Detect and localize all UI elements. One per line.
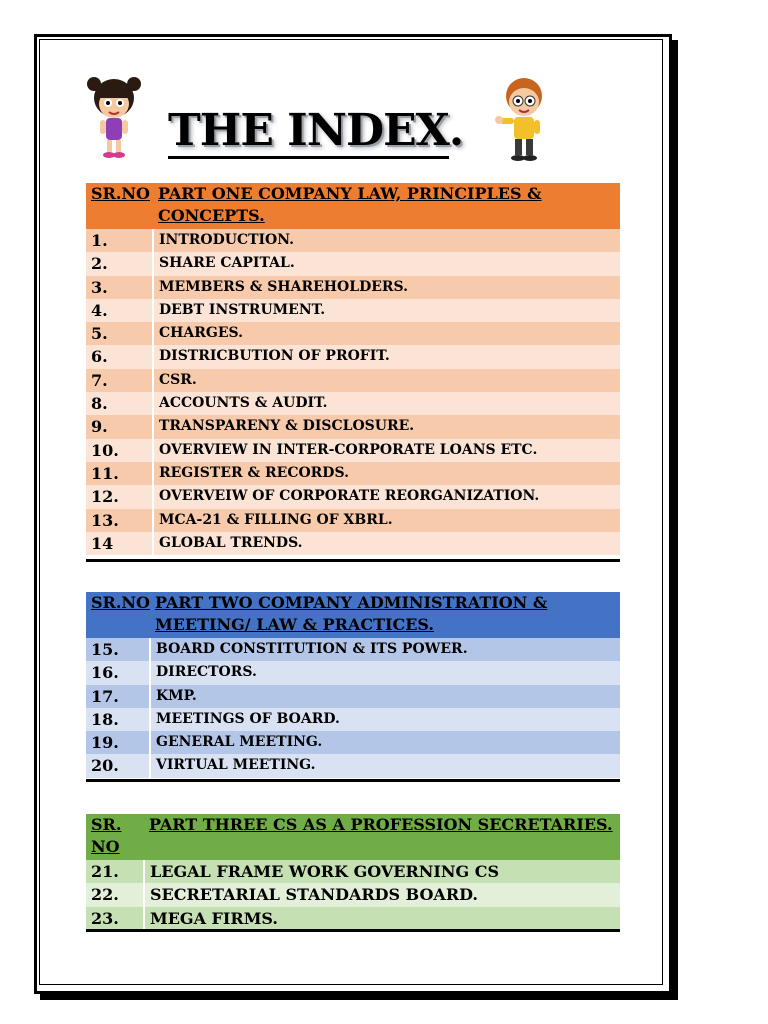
index-row [86,392,620,415]
index-row [86,439,620,462]
index-row-number: 11. [86,462,153,485]
index-row-label: SECRETARIAL STANDARDS BOARD. [144,883,620,906]
index-row-number: 6. [86,345,153,368]
part-two-header-no: SR.NO [86,592,150,638]
part-three-header [86,814,620,860]
index-row [86,907,620,930]
index-row-label: LEGAL FRAME WORK GOVERNING CS [144,860,620,883]
index-row [86,860,620,883]
index-row [86,685,620,708]
index-row-number: 23. [86,907,144,930]
index-title: THE INDEX. [168,100,468,162]
index-row-number: 8. [86,392,153,415]
index-row-label: MCA-21 & FILLING OF XBRL. [153,509,620,532]
index-row [86,485,620,508]
index-row [86,462,620,485]
part-three-bottom-rule [86,929,620,932]
index-row-number: 12. [86,485,153,508]
cartoon-boy-illustration [492,72,554,166]
index-row-number: 21. [86,860,144,883]
cartoon-girl-illustration [84,72,144,162]
index-row [86,252,620,275]
index-row-number: 5. [86,322,153,345]
index-row-number: 9. [86,415,153,438]
index-row [86,731,620,754]
index-row-number: 16. [86,661,150,684]
index-title-text: THE INDEX [168,105,449,159]
index-row [86,415,620,438]
index-row-label: MEGA FIRMS. [144,907,620,930]
index-row-number: 13. [86,509,153,532]
index-row [86,299,620,322]
index-row-number: 10. [86,439,153,462]
index-row-label: CSR. [153,369,620,392]
index-row-number: 1. [86,229,153,252]
index-row-label: OVERVEIW OF CORPORATE REORGANIZATION. [153,485,620,508]
part-three-header-no: SR. NO [86,814,144,860]
part-two-bottom-rule [86,779,620,782]
index-row-label: REGISTER & RECORDS. [153,462,620,485]
index-row-label: GLOBAL TRENDS. [153,532,620,555]
part-two-table [86,592,620,778]
index-row-label: DIRECTORS. [150,661,620,684]
index-row-number: 17. [86,685,150,708]
index-row-number: 3. [86,276,153,299]
index-row-label: KMP. [150,685,620,708]
index-row-number: 19. [86,731,150,754]
index-row-label: MEMBERS & SHAREHOLDERS. [153,276,620,299]
index-row [86,883,620,906]
index-row [86,345,620,368]
part-two-header [86,592,620,638]
index-row-number: 4. [86,299,153,322]
index-row-label: CHARGES. [153,322,620,345]
index-row [86,322,620,345]
index-row [86,229,620,252]
index-row-number: 20. [86,754,150,777]
index-row-number: 7. [86,369,153,392]
index-row-label: BOARD CONSTITUTION & ITS POWER. [150,638,620,661]
index-row-label: SHARE CAPITAL. [153,252,620,275]
part-one-bottom-rule [86,559,620,562]
part-one-header-title: PART ONE COMPANY LAW, PRINCIPLES & CONCEPTS. [153,183,620,229]
index-row-number: 2. [86,252,153,275]
index-row [86,276,620,299]
part-one-header [86,183,620,229]
index-row [86,509,620,532]
index-row [86,754,620,777]
index-row [86,532,620,555]
index-row-label: ACCOUNTS & AUDIT. [153,392,620,415]
index-row-label: OVERVIEW IN INTER-CORPORATE LOANS ETC. [153,439,620,462]
index-row [86,369,620,392]
index-row-label: GENERAL MEETING. [150,731,620,754]
part-two-header-title: PART TWO COMPANY ADMINISTRATION & MEETING/ LAW & PRACTICES. [150,592,620,638]
index-row-label: DEBT INSTRUMENT. [153,299,620,322]
index-row-label: DISTRICBUTION OF PROFIT. [153,345,620,368]
index-row [86,708,620,731]
index-row [86,638,620,661]
index-row-number: 15. [86,638,150,661]
index-row-number: 14 [86,532,153,555]
part-three-header-title: PART THREE CS AS A PROFESSION SECRETARIES. [144,814,620,860]
part-three-table [86,814,620,930]
index-row-number: 18. [86,708,150,731]
index-row [86,661,620,684]
index-row-label: INTRODUCTION. [153,229,620,252]
index-row-label: MEETINGS OF BOARD. [150,708,620,731]
part-one-table [86,183,620,555]
index-row-label: TRANSPARENY & DISCLOSURE. [153,415,620,438]
index-row-label: VIRTUAL MEETING. [150,754,620,777]
index-row-number: 22. [86,883,144,906]
part-one-header-no: SR.NO [86,183,153,229]
